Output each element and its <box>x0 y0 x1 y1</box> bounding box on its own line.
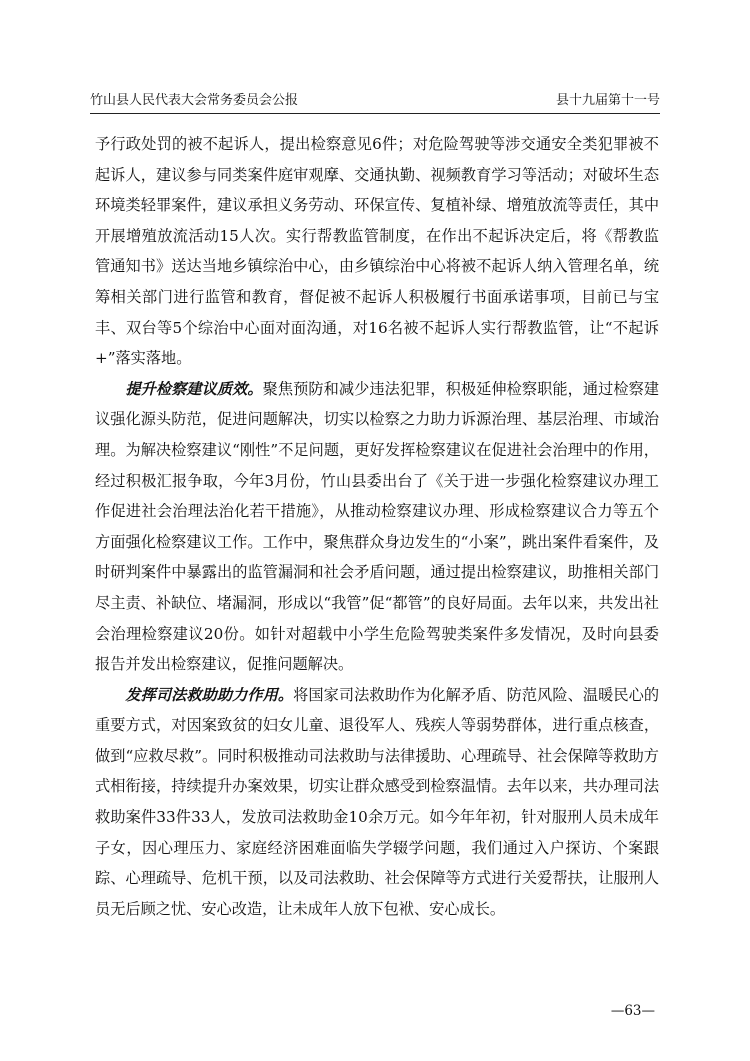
paragraph-continuation <box>95 129 659 374</box>
page-header <box>90 93 660 109</box>
header-publication-title: 竹山县人民代表大会常务委员会公报 <box>90 93 299 108</box>
paragraph-text: 聚焦预防和减少违法犯罪，积极延伸检察职能，通过检察建议强化源头防范，促进问题解决，切实以检察之力助力诉源治理、基层治理、市域治理。为解决检察建议“刚性”不足问题，更好发挥检察建议在促进社会治理中的作用，经过积极汇报争取，今年3月份，竹山县委出台了《关于进一步强化检察建议办理工作促进社会治理法治化若干措施》，从推动检察建议办理、形成检察建议合力等五个方面强化检察建议工作。工作中，聚焦群众身边发生的“小案”，跳出案件看案件，及时研判案件中暴露出的监管漏洞和社会矛盾问题，通过提出检察建议，助推相关部门尽主责、补缺位、堵漏洞，形成以“我管”促“都管”的良好局面。去年以来，共发出社会治理检察建议20份。如针对超载中小学生危险驾驶类案件多发情况，及时向县委报告并发出检察建议，促推问题解决。 <box>95 379 660 674</box>
page-number: —63— <box>610 1003 655 1019</box>
header-issue-number: 县十九届第十一号 <box>555 93 660 108</box>
paragraph-text: 将国家司法救助作为化解矛盾、防范风险、温暖民心的重要方式，对因案致贫的妇女儿童、退役军人、残疾人等弱势群体，进行重点核查，做到“应救尽救”。同时积极推动司法救助与法律援助、心理疏导、社会保障等救助方式相衔接，持续提升办案效果，切实让群众感受到检察温情。去年以来，共办理司法救助案件33件33人，发放司法救助金10余万元。如今年年初，针对服刑人员未成年子女，因心理压力、家庭经济困难面临失学辍学问题，我们通过入户探访、个案跟踪、心理疏导、危机干预，以及司法救助、社会保障等方式进行关爱帮扶，让服刑人员无后顾之忧、安心改造，让未成年人放下包袱、安心成长。 <box>95 685 660 918</box>
paragraph-lead-heading: 发挥司法救助助力作用。 <box>125 685 294 704</box>
paragraph-text: 予行政处罚的被不起诉人，提出检察意见6件；对危险驾驶等涉交通安全类犯罪被不起诉人，建议参与同类案件庭审观摩、交通执勤、视频教育学习等活动；对破坏生态环境类轻罪案件，建议承担义务劳动、环保宣传、复植补绿、增殖放流等责任，其中开展增殖放流活动15人次。实行帮教监管制度，在作出不起诉决定后，将《帮教监管通知书》送达当地乡镇综治中心，由乡镇综治中心将被不起诉人纳入管理名单，统筹相关部门进行监管和教育，督促被不起诉人积极履行书面承诺事项，目前已与宝丰、双台等5个综治中心面对面沟通，对16名被不起诉人实行帮教监管，让“不起诉+”落实落地。 <box>95 135 659 368</box>
paragraph-judicial-assistance <box>95 680 659 925</box>
header-divider <box>90 113 660 114</box>
document-body <box>95 129 659 924</box>
paragraph-lead-heading: 提升检察建议质效。 <box>125 379 263 398</box>
paragraph-procuratorial-suggestions <box>95 374 659 680</box>
